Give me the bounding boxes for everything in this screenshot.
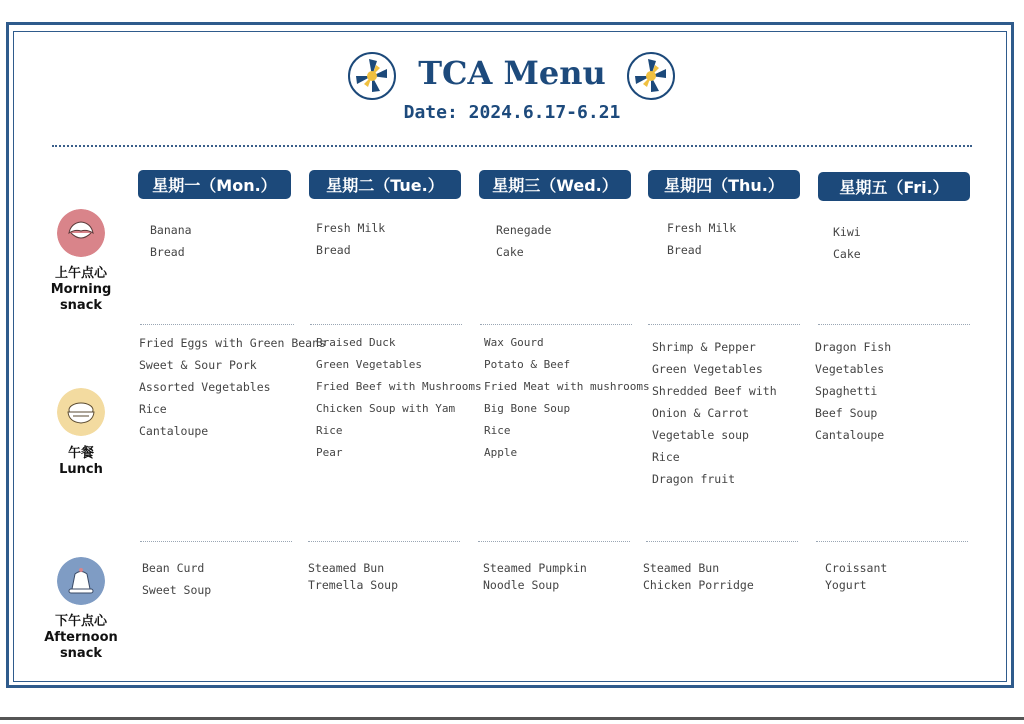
menu-item: Banana xyxy=(150,223,192,237)
menu-item: Rice xyxy=(484,424,511,437)
row-separator xyxy=(816,541,968,542)
menu-item: Bread xyxy=(667,243,702,257)
morning-mon xyxy=(150,219,192,263)
menu-item: Spaghetti xyxy=(815,384,878,398)
croissant-icon xyxy=(57,209,105,257)
menu-item: Cantaloupe xyxy=(139,424,209,438)
row-label-afternoon xyxy=(41,614,121,662)
row-separator xyxy=(646,541,798,542)
row-label-morning-cn: 上午点心 xyxy=(54,266,107,281)
menu-item: Cake xyxy=(833,247,861,261)
row-label-lunch-en: Lunch xyxy=(59,462,103,477)
menu-item: Sweet & Sour Pork xyxy=(139,358,257,372)
menu-item: Bread xyxy=(150,245,185,259)
menu-item: Croissant xyxy=(825,561,888,575)
morning-wed xyxy=(496,219,551,263)
menu-item: Tremella Soup xyxy=(308,578,399,592)
lunch-thu xyxy=(652,336,777,490)
menu-item: Chicken Porridge xyxy=(643,578,754,592)
row-separator xyxy=(648,324,800,325)
menu-item: Renegade xyxy=(496,223,552,237)
row-separator xyxy=(480,324,632,325)
menu-item: Onion & Carrot xyxy=(652,406,749,420)
row-label-afternoon-en-2: snack xyxy=(59,646,103,661)
row-separator xyxy=(308,541,460,542)
day-header-mon: 星期一（Mon.） xyxy=(138,170,291,199)
row-label-afternoon-en-1: Afternoon xyxy=(44,630,118,645)
menu-item: Rice xyxy=(316,424,343,437)
menu-item: Fresh Milk xyxy=(316,221,386,235)
day-header-wed: 星期三（Wed.） xyxy=(479,170,631,199)
menu-item: Steamed Bun xyxy=(308,561,385,575)
afternoon-thu xyxy=(643,560,754,594)
menu-item: Cantaloupe xyxy=(815,428,885,442)
row-label-afternoon-cn: 下午点心 xyxy=(54,614,107,629)
row-label-morning xyxy=(41,266,121,314)
menu-item: Kiwi xyxy=(833,225,861,239)
row-label-morning-en-1: Morning xyxy=(50,282,112,297)
day-header-fri: 星期五（Fri.） xyxy=(818,172,970,201)
morning-fri xyxy=(833,221,861,265)
rice-bowl-icon xyxy=(57,388,105,436)
menu-item: Assorted Vegetables xyxy=(139,380,271,394)
menu-item: Bean Curd xyxy=(142,561,205,575)
row-separator xyxy=(478,541,630,542)
menu-item: Noodle Soup xyxy=(483,578,560,592)
afternoon-fri xyxy=(825,560,887,594)
row-separator xyxy=(310,324,462,325)
row-label-lunch xyxy=(41,446,121,478)
menu-item: Green Vegetables xyxy=(316,358,422,371)
menu-item: Sweet Soup xyxy=(142,583,212,597)
afternoon-wed xyxy=(483,560,587,594)
menu-item: Chicken Soup with Yam xyxy=(316,402,456,415)
date-range: Date: 2024.6.17-6.21 xyxy=(403,102,621,123)
pudding-icon xyxy=(57,557,105,605)
row-label-morning-en-2: snack xyxy=(59,298,103,313)
menu-item: Bread xyxy=(316,243,351,257)
menu-item: Beef Soup xyxy=(815,406,878,420)
menu-item: Shrimp & Pepper xyxy=(652,340,756,354)
morning-tue xyxy=(316,217,385,261)
menu-item: Yogurt xyxy=(825,578,867,592)
menu-item: Dragon Fish xyxy=(815,340,892,354)
menu-item: Wax Gourd xyxy=(484,336,544,349)
page-title: TCA Menu xyxy=(418,54,606,92)
menu-item: Steamed Pumpkin xyxy=(483,561,587,575)
lunch-fri xyxy=(815,336,891,446)
lunch-mon xyxy=(139,332,326,442)
row-label-lunch-cn: 午餐 xyxy=(67,446,94,461)
menu-item: Braised Duck xyxy=(316,336,396,349)
menu-item: Fried Eggs with Green Beans xyxy=(139,336,326,350)
menu-item: Fried Beef with Mushrooms xyxy=(316,380,482,393)
menu-item: Cake xyxy=(496,245,524,259)
morning-thu xyxy=(667,217,736,261)
row-separator xyxy=(818,324,970,325)
menu-item: Shredded Beef with xyxy=(652,384,777,398)
header-divider xyxy=(52,145,972,147)
menu-item: Big Bone Soup xyxy=(484,402,571,415)
menu-item: Steamed Bun xyxy=(643,561,720,575)
row-separator xyxy=(140,541,292,542)
day-header-thu: 星期四（Thu.） xyxy=(648,170,800,199)
menu-item: Fried Meat with mushrooms xyxy=(484,380,650,393)
menu-item: Vegetables xyxy=(815,362,885,376)
lunch-tue xyxy=(316,332,482,464)
menu-item: Pear xyxy=(316,446,343,459)
menu-item: Potato & Beef xyxy=(484,358,571,371)
afternoon-tue xyxy=(308,560,398,594)
menu-item: Dragon fruit xyxy=(652,472,736,486)
menu-item: Vegetable soup xyxy=(652,428,749,442)
menu-item: Fresh Milk xyxy=(667,221,737,235)
menu-item: Rice xyxy=(139,402,167,416)
bottom-divider xyxy=(0,717,1024,720)
afternoon-mon xyxy=(142,557,211,601)
day-header-tue: 星期二（Tue.） xyxy=(309,170,461,199)
menu-item: Apple xyxy=(484,446,518,459)
row-separator xyxy=(140,324,294,325)
menu-item: Rice xyxy=(652,450,680,464)
lunch-wed xyxy=(484,332,650,464)
menu-item: Green Vegetables xyxy=(652,362,763,376)
